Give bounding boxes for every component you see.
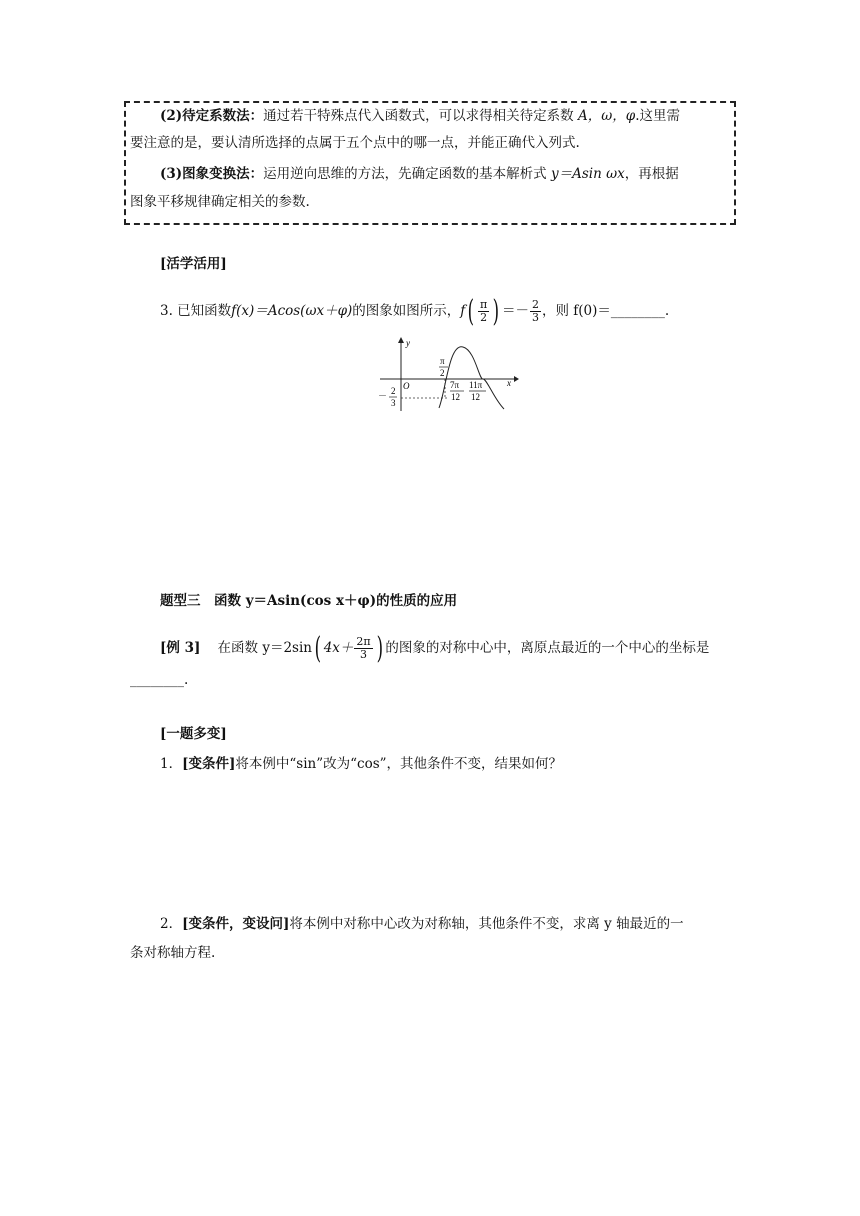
example-3-blank: ________. — [130, 672, 189, 688]
pi-half-num: π — [440, 356, 445, 366]
variant-2-line-2: 条对称轴方程. — [130, 945, 216, 961]
method-3-line-1: (3)图象变换法：运用逆向思维的方法，先确定函数的基本解析式 y＝Asin ωx，再根据 — [160, 166, 679, 182]
variant-2-tag: [变条件，变设问] — [182, 916, 290, 932]
pi-half-den: 2 — [440, 368, 445, 378]
cosine-graph — [376, 335, 526, 415]
neg-two-den: 3 — [391, 398, 396, 408]
x-axis-label: x — [507, 378, 511, 388]
eleven-pi-num: 11π — [469, 380, 483, 390]
example-3-label: [例 3] — [160, 640, 201, 656]
neg-two-num: 2 — [391, 386, 396, 396]
y-axis-label: y — [406, 338, 410, 348]
variant-1: 1．[变条件]将本例中“sin”改为“cos”，其他条件不变，结果如何？ — [160, 756, 563, 772]
x-axis-arrow — [514, 376, 519, 382]
eleven-pi-den: 12 — [471, 392, 480, 402]
y-axis-arrow — [398, 337, 404, 343]
example-3: [例 3] 在函数 y＝2sin( 4x＋ $\frac{2\pi}{3}$ ) 的图象的对称中心中，离原点最近的一个中心的坐标是 — [160, 630, 710, 666]
variant-2-line-1: 2．[变条件，变设问]将本例中对称中心改为对称轴，其他条件不变，求离 y 轴最近的一 — [160, 916, 684, 932]
method-2-title: (2)待定系数法： — [160, 108, 264, 124]
seven-pi-num: 7π — [450, 380, 460, 390]
method-3-line-2: 图象平移规律确定相关的参数. — [130, 194, 310, 210]
seven-pi-den: 12 — [451, 392, 460, 402]
method-2-line-2: 要注意的是，要认清所选择的点属于五个点中的哪一点，并能正确代入列式. — [130, 135, 580, 151]
question-3: 3. 已知函数f(x)＝Acos(ωx＋φ)的图象如图所示，f( $\frac{\pi}{2}$ ) ＝－ $\frac{2}{3}$ ，则 f(0)＝________. — [160, 293, 670, 329]
practice-heading: [活学活用] — [160, 256, 227, 272]
variant-1-tag: [变条件] — [182, 756, 236, 772]
variants-heading: [一题多变] — [160, 726, 227, 742]
neg-sign: － — [378, 391, 388, 401]
origin-label: O — [403, 381, 410, 391]
method-2-line-1: (2)待定系数法：通过若干特殊点代入函数式，可以求得相关待定系数 A，ω，φ.这里需 — [160, 108, 680, 124]
type-3-heading: 题型三 函数 y＝Asin(cos x＋φ)的性质的应用 — [160, 593, 458, 609]
method-3-title: (3)图象变换法： — [160, 166, 264, 182]
